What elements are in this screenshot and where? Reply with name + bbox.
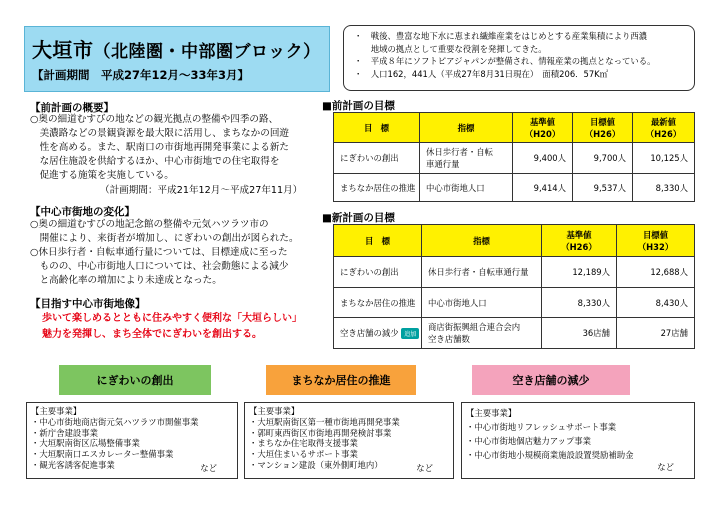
changes-text xyxy=(30,218,299,288)
table-row: まちなか居住の推進 中心市街地人口 9,414人 9,537人 8,330人 xyxy=(334,174,695,202)
col-latest: 最新値 （H26） xyxy=(633,113,695,143)
project-header-nigiwai: にぎわいの創出 xyxy=(59,365,211,395)
col-target: 目標値 （H32） xyxy=(617,225,695,257)
text-line: ○奥の細道むすびの地記念館の整備や元気ハツラツ市の xyxy=(30,219,269,230)
list-item: ・大垣駅南口エスカレーター整備事業 xyxy=(31,449,174,460)
target-image-text xyxy=(42,311,302,343)
prev-plan-text xyxy=(30,113,289,183)
col-goal: 目 標 xyxy=(334,113,420,143)
list-item: ・大垣住まいるサポート事業 xyxy=(249,449,358,460)
list-item: ・まちなか住宅取得支援事業 xyxy=(249,438,358,449)
prev-plan-period: （計画期間：平成21年12月～平成27年11月） xyxy=(100,185,303,196)
new-targets-table xyxy=(333,224,695,349)
table-row: にぎわいの創出 休日歩行者・自転車通行量 12,189人 12,688人 xyxy=(334,257,695,288)
city-name: 大垣市 xyxy=(32,38,94,62)
more-label: など xyxy=(416,463,433,474)
info-line: ・ 平成８年にソフトピアジャパンが整備され、情報産業の拠点となっている。 xyxy=(354,56,656,66)
list-item: ・郭町東西街区市街地再開発検討事業 xyxy=(249,427,392,438)
project-box-nigiwai xyxy=(26,402,238,479)
region-name: （北陸圏・中部圏ブロック） xyxy=(93,42,321,62)
list-item: ・観光客誘客促進事業 xyxy=(31,459,115,470)
prev-targets-table xyxy=(333,112,695,202)
text-line: ものの、中心市街地人口については、社会動態による減少 xyxy=(30,261,289,272)
more-label: など xyxy=(200,463,217,474)
table-row: まちなか居住の推進 中心市街地人口 8,330人 8,430人 xyxy=(334,288,695,318)
list-item: ・中心市街地リフレッシュサポート事業 xyxy=(466,422,617,432)
goal-label: 空き店舗の減少 xyxy=(340,328,399,338)
list-item: ・マンション建設（東外側町地内） xyxy=(249,459,383,470)
text-line: ○奥の細道むすびの地などの観光拠点の整備や四季の路、 xyxy=(30,114,279,125)
col-indicator: 指標 xyxy=(422,225,542,257)
text-line: 魅力を発揮し、まち全体でにぎわいを創出する。 xyxy=(42,329,262,340)
text-line: 性を高める。また、駅南口の市街地再開発事業による新た xyxy=(30,142,290,153)
table-row: にぎわいの創出 休日歩行者・自転 車通行量 9,400人 9,700人 10,125人 xyxy=(334,143,695,174)
col-base: 基準値 （H20） xyxy=(513,113,573,143)
project-header-akitenpo: 空き店舗の減少 xyxy=(472,365,630,395)
project-header-kyoju: まちなか居住の推進 xyxy=(266,365,416,395)
project-box-akitenpo xyxy=(461,402,695,479)
list-item: ・大垣駅南街区広場整備事業 xyxy=(31,438,140,449)
col-target: 目標値 （H26） xyxy=(573,113,633,143)
page-title xyxy=(32,34,321,63)
projects-label: 【主要事業】 xyxy=(466,408,517,418)
list-item: ・中心市街地個店魅力アップ事業 xyxy=(466,436,592,446)
changes-heading: 【中心市街地の変化】 xyxy=(30,206,135,218)
table-row: 空き店舗の減少 追加 商店街振興組合連合会内 空き店舗数 36店舗 27店舗 xyxy=(334,318,695,349)
added-badge: 追加 xyxy=(401,328,419,339)
list-item: ・新庁舎建設事業 xyxy=(31,427,98,438)
prev-targets-title: ■前計画の目標 xyxy=(322,100,395,112)
list-item: ・中心市街地商店街元気ハツラツ市開催事業 xyxy=(31,416,199,427)
text-line: ○休日歩行者・自転車通行量については、目標達成に至った xyxy=(30,247,288,258)
list-item: ・中心市街地小規模商業施設設置奨励補助金 xyxy=(466,450,634,460)
plan-period: 【計画期間 平成27年12月～33年3月】 xyxy=(32,68,250,82)
text-line: 美濃路などの景観資源を最大限に活用し、まちなかの回遊 xyxy=(30,128,290,139)
text-line: 歩いて楽しめるとともに住みやすく便利な「大垣らしい」 xyxy=(42,313,302,324)
new-targets-title: ■新計画の目標 xyxy=(322,212,395,224)
col-goal: 目 標 xyxy=(334,225,422,257)
projects-label: 【主要事業】 xyxy=(31,406,82,416)
text-line: と高齢化率の増加により未達成となった。 xyxy=(30,275,222,286)
list-item: ・大垣駅南街区第一種市街地再開発事業 xyxy=(249,416,400,427)
text-line: な居住施設を供給するほか、中心市街地での住宅取得を xyxy=(30,156,280,167)
more-label: など xyxy=(657,462,674,472)
info-line: 地域の拠点として重要な役割を発揮してきた。 xyxy=(354,43,547,54)
info-line: ・ 戦後、豊富な地下水に恵まれ繊維産業をはじめとする産業集積により西濃 xyxy=(354,31,648,41)
prev-plan-heading: 【前計画の概要】 xyxy=(30,102,114,114)
info-line: ・ 人口162，441人（平成27年8月31日現在） 面積206．57K㎡ xyxy=(354,68,609,79)
city-info-box xyxy=(343,25,695,91)
col-indicator: 指標 xyxy=(420,113,513,143)
text-line: 促進する施策を実施している。 xyxy=(30,170,174,181)
col-base: 基準値 （H26） xyxy=(542,225,617,257)
project-box-kyoju xyxy=(244,402,454,479)
text-line: 開催により、来街者が増加し、にぎわいの創出が図られた。 xyxy=(30,233,299,244)
projects-label: 【主要事業】 xyxy=(249,406,300,416)
target-image-heading: 【目指す中心市街地像】 xyxy=(30,298,146,310)
